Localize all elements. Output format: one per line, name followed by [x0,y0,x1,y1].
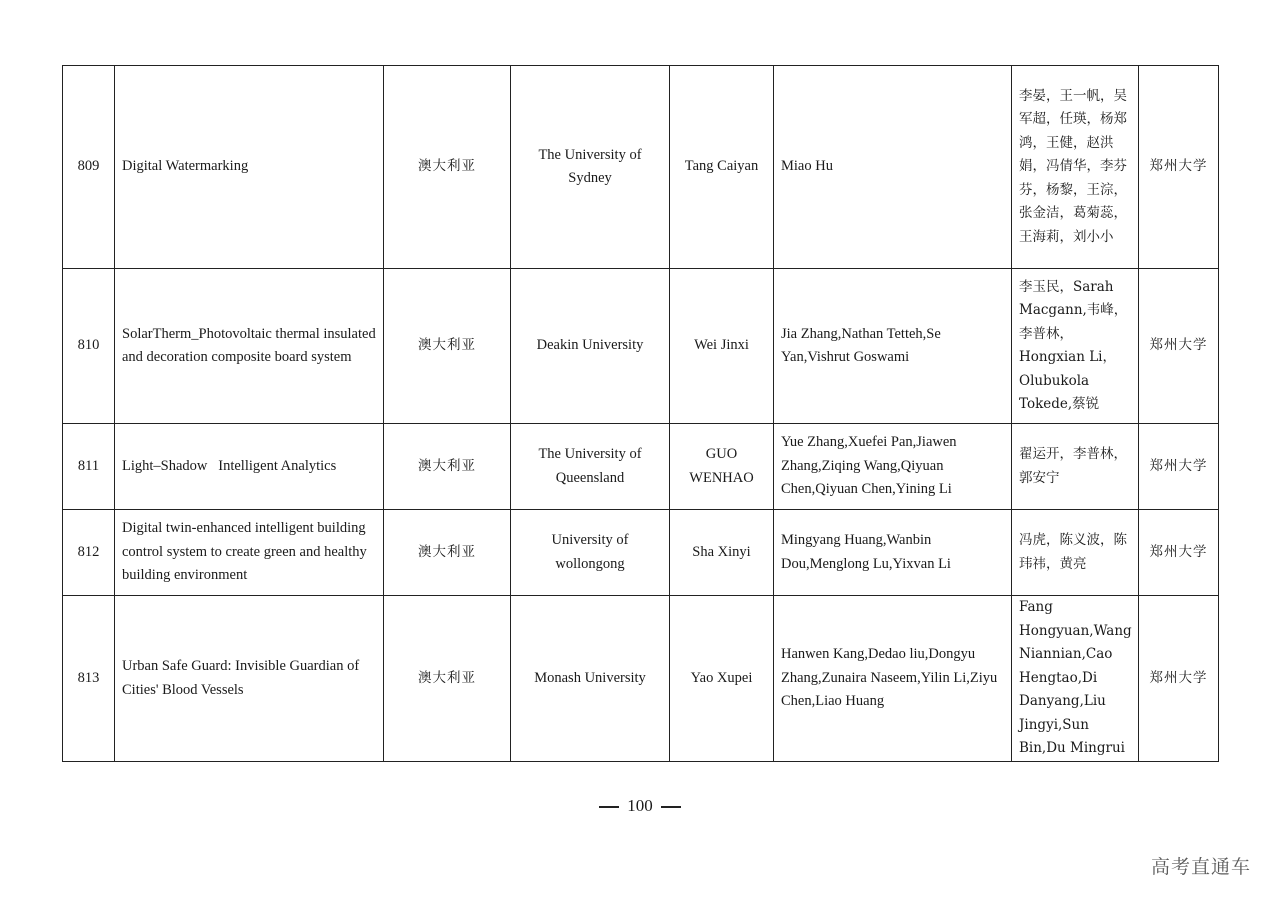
dash-right [661,806,681,808]
team-leader: Yao Xupei [670,596,774,762]
table-row [63,66,1219,269]
team-leader: Tang Caiyan [670,66,774,269]
host-university: 郑州大学 [1139,66,1219,269]
advisors: 李晏，王一帆，吴军超，任瑛，杨郑鸿，王健，赵洪娟，冯倩华，李芬芬，杨黎，王淙，张金洁，葛菊蕊，王海莉，刘小小 [1012,66,1139,269]
row-number: 809 [63,66,115,269]
team-members: Mingyang Huang,Wanbin Dou,Menglong Lu,Yixvan Li [774,510,1012,596]
table-row [63,596,1219,762]
foreign-university: The University of Queensland [511,424,670,510]
host-university: 郑州大学 [1139,596,1219,762]
table-row [63,269,1219,424]
table-row [63,510,1219,596]
team-members: Miao Hu [774,66,1012,269]
row-number: 811 [63,424,115,510]
table-row [63,424,1219,510]
host-university: 郑州大学 [1139,424,1219,510]
country: 澳大利亚 [384,424,511,510]
foreign-university: The University of Sydney [511,66,670,269]
project-title: Urban Safe Guard: Invisible Guardian of Cities' Blood Vessels [115,596,384,762]
country: 澳大利亚 [384,269,511,424]
projects-table [62,65,1219,762]
page-number [0,796,1280,816]
dash-left [599,806,619,808]
team-members: Jia Zhang,Nathan Tetteh,Se Yan,Vishrut Goswami [774,269,1012,424]
advisors: 冯虎，陈义波，陈玮祎，黄亮 [1012,510,1139,596]
foreign-university: University of wollongong [511,510,670,596]
foreign-university: Monash University [511,596,670,762]
row-number: 810 [63,269,115,424]
team-leader: Sha Xinyi [670,510,774,596]
country: 澳大利亚 [384,596,511,762]
row-number: 812 [63,510,115,596]
project-title: Light–Shadow Intelligent Analytics [115,424,384,510]
watermark: 高考直通车 [1150,856,1251,878]
project-title: Digital Watermarking [115,66,384,269]
host-university: 郑州大学 [1139,269,1219,424]
country: 澳大利亚 [384,510,511,596]
page-number-text: 100 [627,796,653,815]
foreign-university: Deakin University [511,269,670,424]
project-title: Digital twin-enhanced intelligent building control system to create green and healthy building environment [115,510,384,596]
team-members: Hanwen Kang,Dedao liu,Dongyu Zhang,Zunaira Naseem,Yilin Li,Ziyu Chen,Liao Huang [774,596,1012,762]
advisors: 翟运开，李普林，郭安宁 [1012,424,1139,510]
team-leader: Wei Jinxi [670,269,774,424]
project-title: SolarTherm_Photovoltaic thermal insulated and decoration composite board system [115,269,384,424]
advisors: 李玉民，Sarah Macgann,韦峰，李普林，Hongxian Li，Olubukola Tokede,蔡锐 [1012,269,1139,424]
team-members: Yue Zhang,Xuefei Pan,Jiawen Zhang,Ziqing Wang,Qiyuan Chen,Qiyuan Chen,Yining Li [774,424,1012,510]
country: 澳大利亚 [384,66,511,269]
host-university: 郑州大学 [1139,510,1219,596]
advisors: Fang Hongyuan,Wang Niannian,Cao Hengtao,Di Danyang,Liu Jingyi,Sun Bin,Du Mingrui [1012,596,1139,762]
row-number: 813 [63,596,115,762]
team-leader: GUO WENHAO [670,424,774,510]
